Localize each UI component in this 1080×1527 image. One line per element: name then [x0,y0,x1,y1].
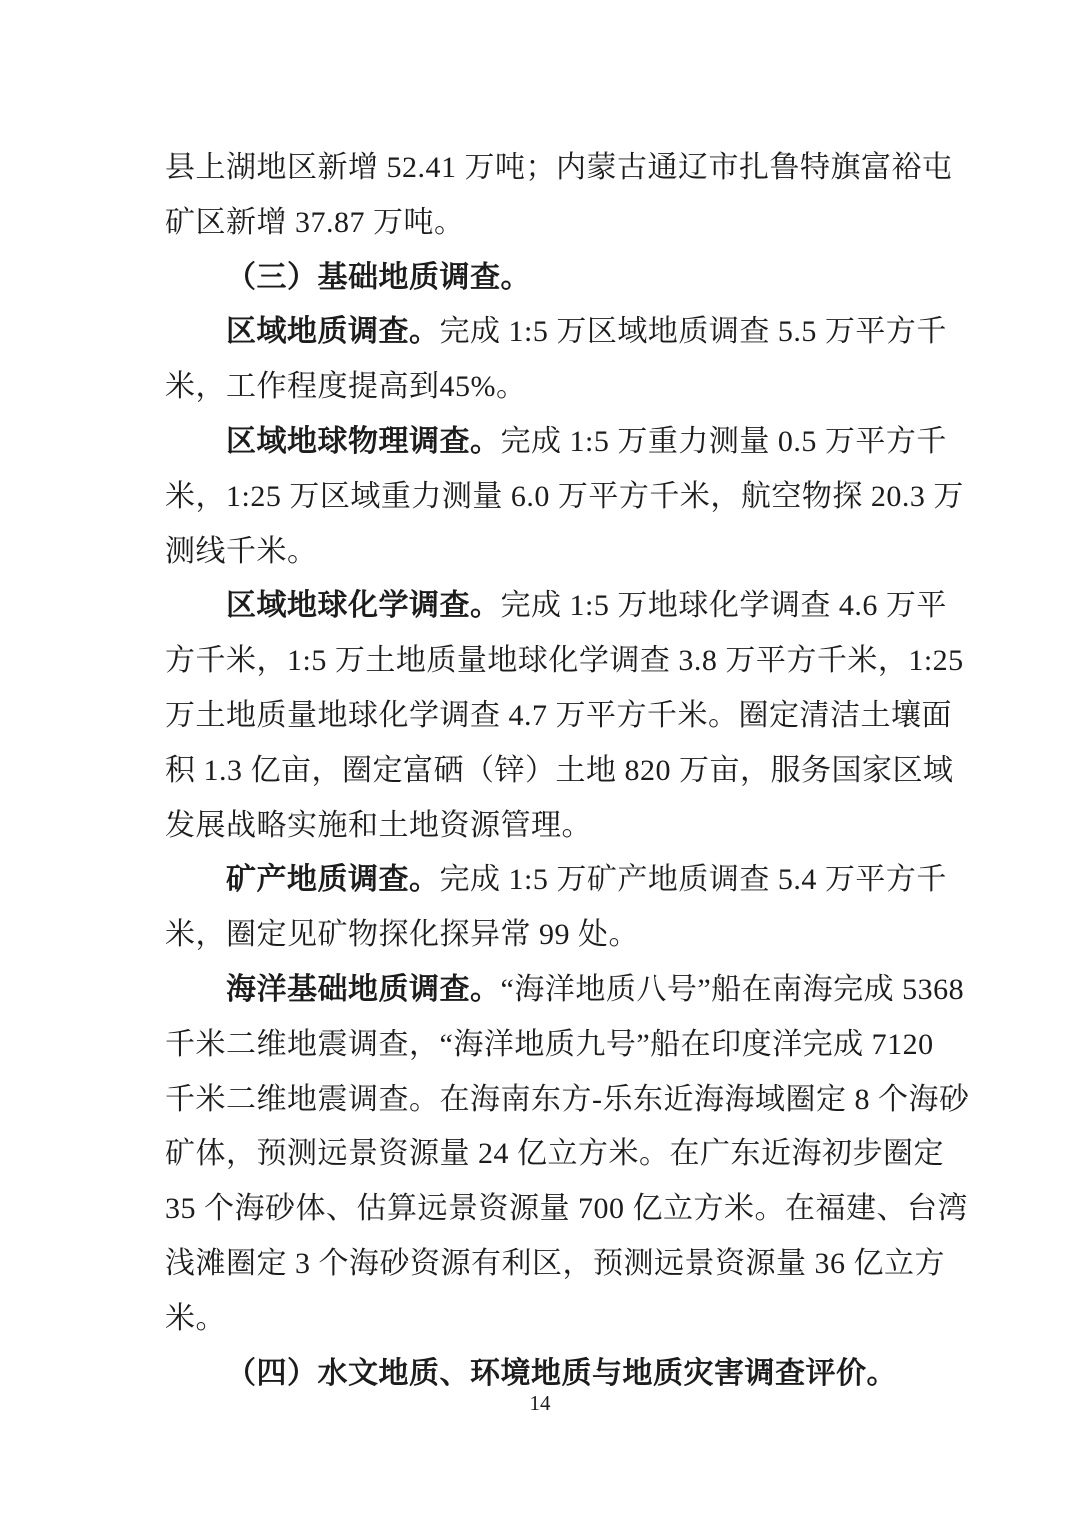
bold-text-segment: （三）基础地质调查。 [226,260,531,294]
document-text-body [165,141,970,1401]
text-segment: 米，圈定见矿物探化探异常 99 处。 [165,918,639,952]
text-segment: 米，1:25 万区域重力测量 6.0 万平方千米，航空物探 20.3 万 [165,479,964,513]
text-segment: 35 个海砂体、估算远景资源量 700 亿立方米。在福建、台湾 [165,1192,968,1226]
text-line [165,470,964,525]
text-line [165,1127,944,1182]
text-segment: 千米二维地震调查。在海南东方-乐东近海海域圈定 8 个海砂 [165,1082,970,1116]
text-line [165,360,923,415]
text-segment: 县上湖地区新增 52.41 万吨；内蒙古通辽市扎鲁特旗富裕屯 [165,151,953,184]
bold-text-segment: 矿产地质调查。 [226,863,440,897]
text-line [165,634,964,689]
text-segment: 完成 1:5 万地球化学调查 4.6 万平 [500,589,947,623]
text-segment: 千米二维地震调查，“海洋地质九号”船在印度洋完成 7120 [165,1027,934,1061]
text-line [165,963,965,1018]
text-segment: 积 1.3 亿亩，圈定富硒（锌）土地 820 万亩，服务国家区域 [165,753,954,787]
text-line [165,305,947,360]
text-line [165,579,947,634]
text-line [165,853,947,908]
text-segment: “海洋地质八号”船在南海完成 5368 [500,972,965,1006]
text-line [165,1292,923,1347]
text-line [165,141,953,196]
bold-text-segment: 区域地球物理调查。 [226,424,501,458]
text-line [165,799,923,854]
bold-text-segment: （四）水文地质、环境地质与地质灾害调查评价。 [226,1356,897,1390]
text-line [165,1073,970,1128]
text-segment: 米，工作程度提高到45%。 [165,370,527,404]
text-line [165,744,954,799]
bold-text-segment: 海洋基础地质调查。 [226,972,501,1006]
page-number: 14 [529,1391,551,1415]
bold-text-segment: 区域地质调查。 [226,315,440,349]
text-line [165,908,923,963]
text-line [165,415,947,470]
text-line [165,525,923,580]
text-line [165,251,923,306]
text-segment: 测线千米。 [165,534,318,568]
text-line [165,689,952,744]
text-segment: 完成 1:5 万矿产地质调查 5.4 万平方千 [439,863,947,897]
text-segment: 完成 1:5 万区域地质调查 5.5 万平方千 [439,315,947,349]
text-segment: 浅滩圈定 3 个海砂资源有利区，预测远景资源量 36 亿立方 [165,1246,945,1280]
text-segment: 方千米，1:5 万土地质量地球化学调查 3.8 万平方千米，1:25 [165,644,964,678]
text-line [165,1018,934,1073]
text-segment: 万土地质量地球化学调查 4.7 万平方千米。圈定清洁土壤面 [165,698,952,732]
text-segment: 发展战略实施和土地资源管理。 [165,808,592,842]
text-segment: 矿区新增 37.87 万吨。 [165,205,465,239]
text-segment: 米。 [165,1301,226,1335]
text-segment: 矿体，预测远景资源量 24 亿立方米。在广东近海初步圈定 [165,1137,944,1171]
text-segment: 完成 1:5 万重力测量 0.5 万平方千 [500,424,947,458]
bold-text-segment: 区域地球化学调查。 [226,589,501,623]
text-line [165,1182,968,1237]
text-line [165,196,923,251]
text-line [165,1237,945,1292]
